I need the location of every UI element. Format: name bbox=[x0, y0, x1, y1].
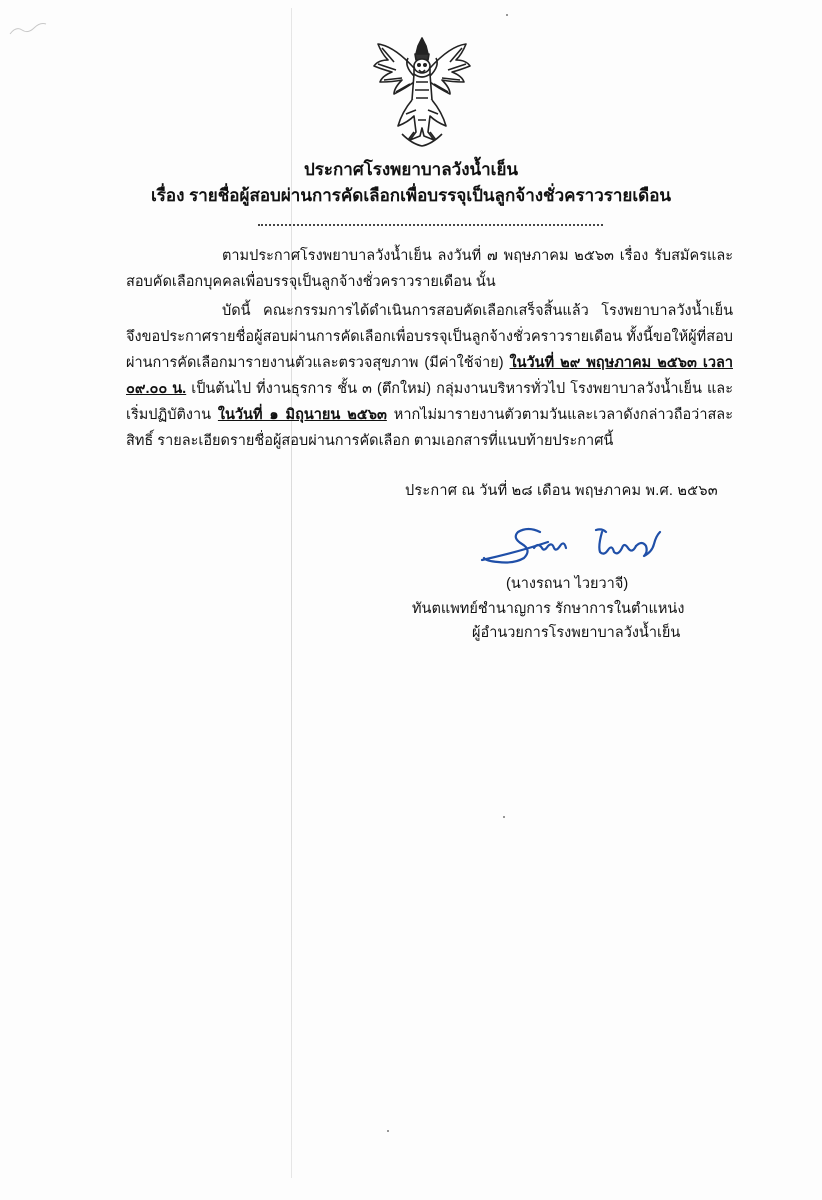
scan-speck bbox=[506, 14, 508, 16]
garuda-emblem-icon bbox=[372, 36, 472, 148]
paragraph-2-text-a: บัดนี้ คณะกรรมการได้ดำเนินการสอบคัดเลือกเสร็จสิ้นแล้ว โรงพยาบาลวังน้ำเย็น จึงขอประกาศรายชื่อผู้สอบผ่านการคัดเลือกเพื่อบรรจุเป็นลูกจ้างชั่วคราวรายเดือน ทั้งนี้ขอให้ผู้ที่สอบผ่านการคัดเลือกมารายงานตัวและตรวจสุขภาพ (มีค่าใช้จ่าย) bbox=[126, 303, 733, 371]
report-date-emphasis: ในวันที่ ๒๙ พฤษภาคม ๒๕๖๓ เวลา ๐๙.๐๐ น. bbox=[126, 355, 733, 397]
announcement-date-line: ประกาศ ณ วันที่ ๒๘ เดือน พฤษภาคม พ.ศ. ๒๕๖๓ bbox=[405, 483, 718, 499]
signer-name: (นางรถนา ไวยวาจี) bbox=[506, 576, 629, 592]
paragraph-2-text-b: เป็นต้นไป ที่งานธุรการ ชั้น ๓ (ตึกใหม่) กลุ่มงานบริหารทั่วไป โรงพยาบาลวังน้ำเย็น และเริ่มปฏิบัติงาน bbox=[126, 381, 733, 423]
signer-position-line-2: ผู้อำนวยการโรงพยาบาลวังน้ำเย็น bbox=[472, 625, 681, 641]
announcement-title: ประกาศโรงพยาบาลวังน้ำเย็น bbox=[303, 160, 519, 179]
handwritten-signature bbox=[478, 522, 678, 574]
scan-corner-mark bbox=[6, 18, 54, 42]
scan-speck bbox=[387, 1130, 389, 1132]
body-paragraph-1 bbox=[126, 243, 733, 295]
scan-speck bbox=[503, 816, 505, 818]
announcement-subject: เรื่อง รายชื่อผู้สอบผ่านการคัดเลือกเพื่อบรรจุเป็นลูกจ้างชั่วคราวรายเดือน bbox=[150, 186, 672, 205]
paragraph-1-text: ตามประกาศโรงพยาบาลวังน้ำเย็น ลงวันที่ ๗ พฤษภาคม ๒๕๖๓ เรื่อง รับสมัครและสอบคัดเลือกบุคคลเพื่อบรรจุเป็นลูกจ้างชั่วคราวรายเดือน นั้น bbox=[126, 248, 733, 290]
signer-position-line-1: ทันตแพทย์ชำนาญการ รักษาการในตำแหน่ง bbox=[412, 601, 685, 617]
start-date-emphasis: ในวันที่ ๑ มิถุนายน ๒๕๖๓ bbox=[217, 407, 387, 423]
paragraph-2-text-c: หากไม่มารายงานตัวตามวันและเวลาดังกล่าวถือว่าสละสิทธิ์ รายละเอียดรายชื่อผู้สอบผ่านการคัดเลือก ตามเอกสารที่แนบท้ายประกาศนี้ bbox=[126, 407, 733, 449]
dotted-divider bbox=[258, 224, 603, 226]
body-paragraph-2 bbox=[126, 298, 733, 454]
